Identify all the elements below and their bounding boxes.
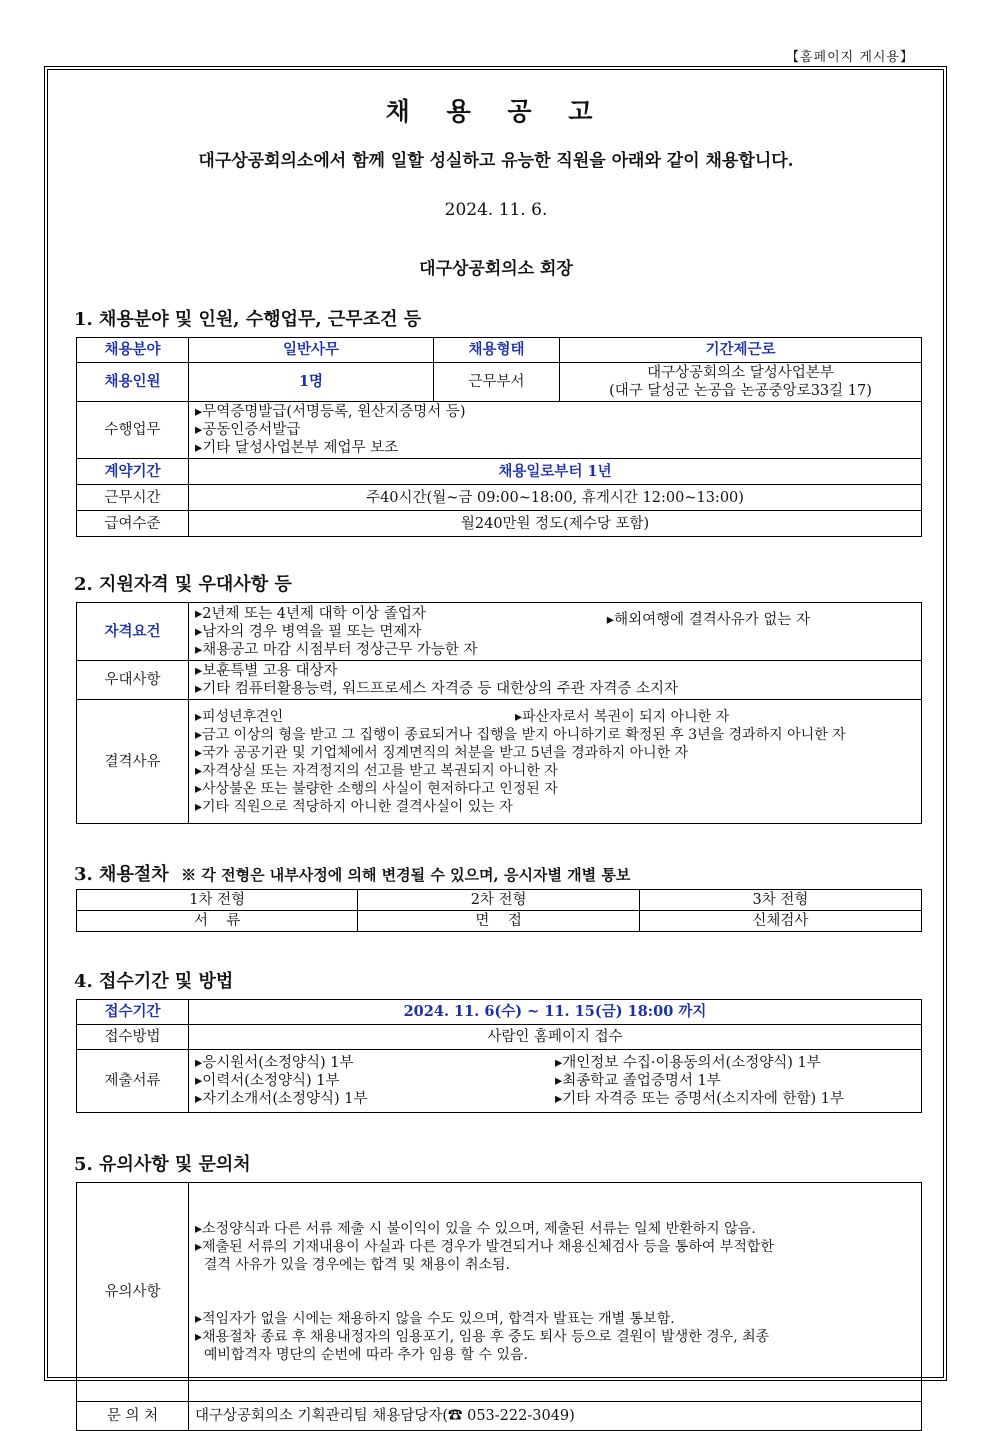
posting-tag: 【홈페이지 게시용】 bbox=[785, 50, 914, 65]
field-value: 일반사무 bbox=[189, 338, 434, 363]
contract-value: 채용일로부터 1년 bbox=[189, 459, 922, 485]
announce-date: 2024. 11. 6. bbox=[444, 200, 548, 220]
section-5-heading: 5. 유의사항 및 문의처 bbox=[74, 1154, 251, 1175]
notes-label: 유의사항 bbox=[77, 1183, 189, 1402]
disq-list: ▸피성년후견인 ▸파산자로서 복권이 되지 아니한 자 ▸금고 이상의 형을 받고 그 집행이 종료되거나 집행을 받지 아니하기로 확정된 후 3년을 경과하지 아니한 자 ▸국가 공공기관 및 기업체에서 징계면직의 처분을 받고 5년을 경과하지 아니한 자 ▸자격상실 또는 자격정지의 선고를 받고 복권되지 아니한 자 ▸사상불온 또는 불량한 소행의 사실이 현저하다고 인정된 자 ▸기타 직원으로 적당하지 아니한 결격사실이 있는 자 bbox=[189, 700, 922, 824]
qualification-table bbox=[76, 602, 922, 824]
dept-label: 근무부서 bbox=[434, 363, 560, 402]
type-label: 채용형태 bbox=[434, 338, 560, 363]
contact-value: 대구상공회의소 기획관리팀 채용담당자(☎ 053-222-3049) bbox=[189, 1402, 922, 1431]
method-label: 접수방법 bbox=[77, 1025, 189, 1050]
section-4-heading: 4. 접수기간 및 방법 bbox=[74, 971, 234, 992]
stage-1: 1차 전형 bbox=[77, 890, 358, 911]
duty-list: ▸무역증명발급(서명등록, 원산지증명서 등) ▸공동인증서발급 ▸기타 달성사업본부 제업무 보조 bbox=[189, 402, 922, 459]
contact-label: 문 의 처 bbox=[77, 1402, 189, 1431]
field-label: 채용분야 bbox=[77, 338, 189, 363]
process-table bbox=[76, 889, 922, 932]
pay-value: 월240만원 정도(제수당 포함) bbox=[189, 511, 922, 537]
contract-label: 계약기간 bbox=[77, 459, 189, 485]
page-title: 채 용 공 고 bbox=[385, 97, 607, 126]
section-3-heading: 3. 채용절차 ※ 각 전형은 내부사정에 의해 변경될 수 있으며, 응시자별 개별 통보 bbox=[74, 864, 631, 885]
stage-1-item: 서 류 bbox=[77, 911, 358, 932]
method-value: 사람인 홈페이지 접수 bbox=[189, 1025, 922, 1050]
hours-label: 근무시간 bbox=[77, 485, 189, 511]
pref-list: ▸보훈특별 고용 대상자 ▸기타 컴퓨터활용능력, 워드프로세스 자격증 등 대한상의 주관 자격증 소지자 bbox=[189, 661, 922, 700]
qual-list: ▸2년제 또는 4년제 대학 이상 졸업자 ▸남자의 경우 병역을 필 또는 면제자 ▸해외여행에 결격사유가 없는 자 ▸채용공고 마감 시점부터 정상근무 가능한 자 bbox=[189, 603, 922, 661]
intro-text: 대구상공회의소에서 함께 일할 성실하고 유능한 직원을 아래와 같이 채용합니다. bbox=[198, 151, 794, 171]
duty-label: 수행업무 bbox=[77, 402, 189, 459]
count-label: 채용인원 bbox=[77, 363, 189, 402]
section-1-heading: 1. 채용분야 및 인원, 수행업무, 근무조건 등 bbox=[74, 309, 422, 330]
hours-value: 주40시간(월~금 09:00~18:00, 휴게시간 12:00~13:00) bbox=[189, 485, 922, 511]
docs-label: 제출서류 bbox=[77, 1050, 189, 1113]
type-value: 기간제근로 bbox=[560, 338, 922, 363]
signer: 대구상공회의소 회장 bbox=[419, 259, 573, 279]
pay-label: 급여수준 bbox=[77, 511, 189, 537]
dept-value: 대구상공회의소 달성사업본부 (대구 달성군 논공읍 논공중앙로33길 17) bbox=[560, 363, 922, 402]
stage-3: 3차 전형 bbox=[639, 890, 921, 911]
disq-label: 결격사유 bbox=[77, 700, 189, 824]
period-value: 2024. 11. 6(수) ~ 11. 15(금) 18:00 까지 bbox=[189, 1000, 922, 1025]
notes-list: ▸소정양식과 다른 서류 제출 시 불이익이 있을 수 있으며, 제출된 서류는 일체 반환하지 않음. ▸제출된 서류의 기재내용이 사실과 다른 경우가 발견되거나 채용신체검사 등을 통하여 부적합한 결격 사유가 있을 경우에는 합격 및 채용이 취소됨. ▸적임자가 없을 시에는 채용하지 않을 수도 있으며, 합격자 발표는 개별 통보함. ▸채용절차 종료 후 채용내정자의 임용포기, 임용 후 중도 퇴사 등으로 결원이 발생한 경우, 최종 예비합격자 명단의 순번에 따라 추가 임용 할 수 있음. bbox=[189, 1183, 922, 1402]
pref-label: 우대사항 bbox=[77, 661, 189, 700]
stage-2-item: 면 접 bbox=[358, 911, 639, 932]
qual-label: 자격요건 bbox=[77, 603, 189, 661]
period-label: 접수기간 bbox=[77, 1000, 189, 1025]
docs-list: ▸응시원서(소정양식) 1부 ▸이력서(소정양식) 1부 ▸자기소개서(소정양식) 1부 ▸개인정보 수집·이용동의서(소정양식) 1부 ▸최종학교 졸업증명서 1부 ▸기타 자격증 또는 증명서(소지자에 한함) 1부 bbox=[189, 1050, 922, 1113]
notes-table bbox=[76, 1182, 922, 1431]
application-table bbox=[76, 999, 922, 1113]
count-value: 1명 bbox=[189, 363, 434, 402]
section-2-heading: 2. 지원자격 및 우대사항 등 bbox=[74, 574, 292, 595]
stage-2: 2차 전형 bbox=[358, 890, 639, 911]
stage-3-item: 신체검사 bbox=[639, 911, 921, 932]
recruit-table bbox=[76, 337, 922, 537]
